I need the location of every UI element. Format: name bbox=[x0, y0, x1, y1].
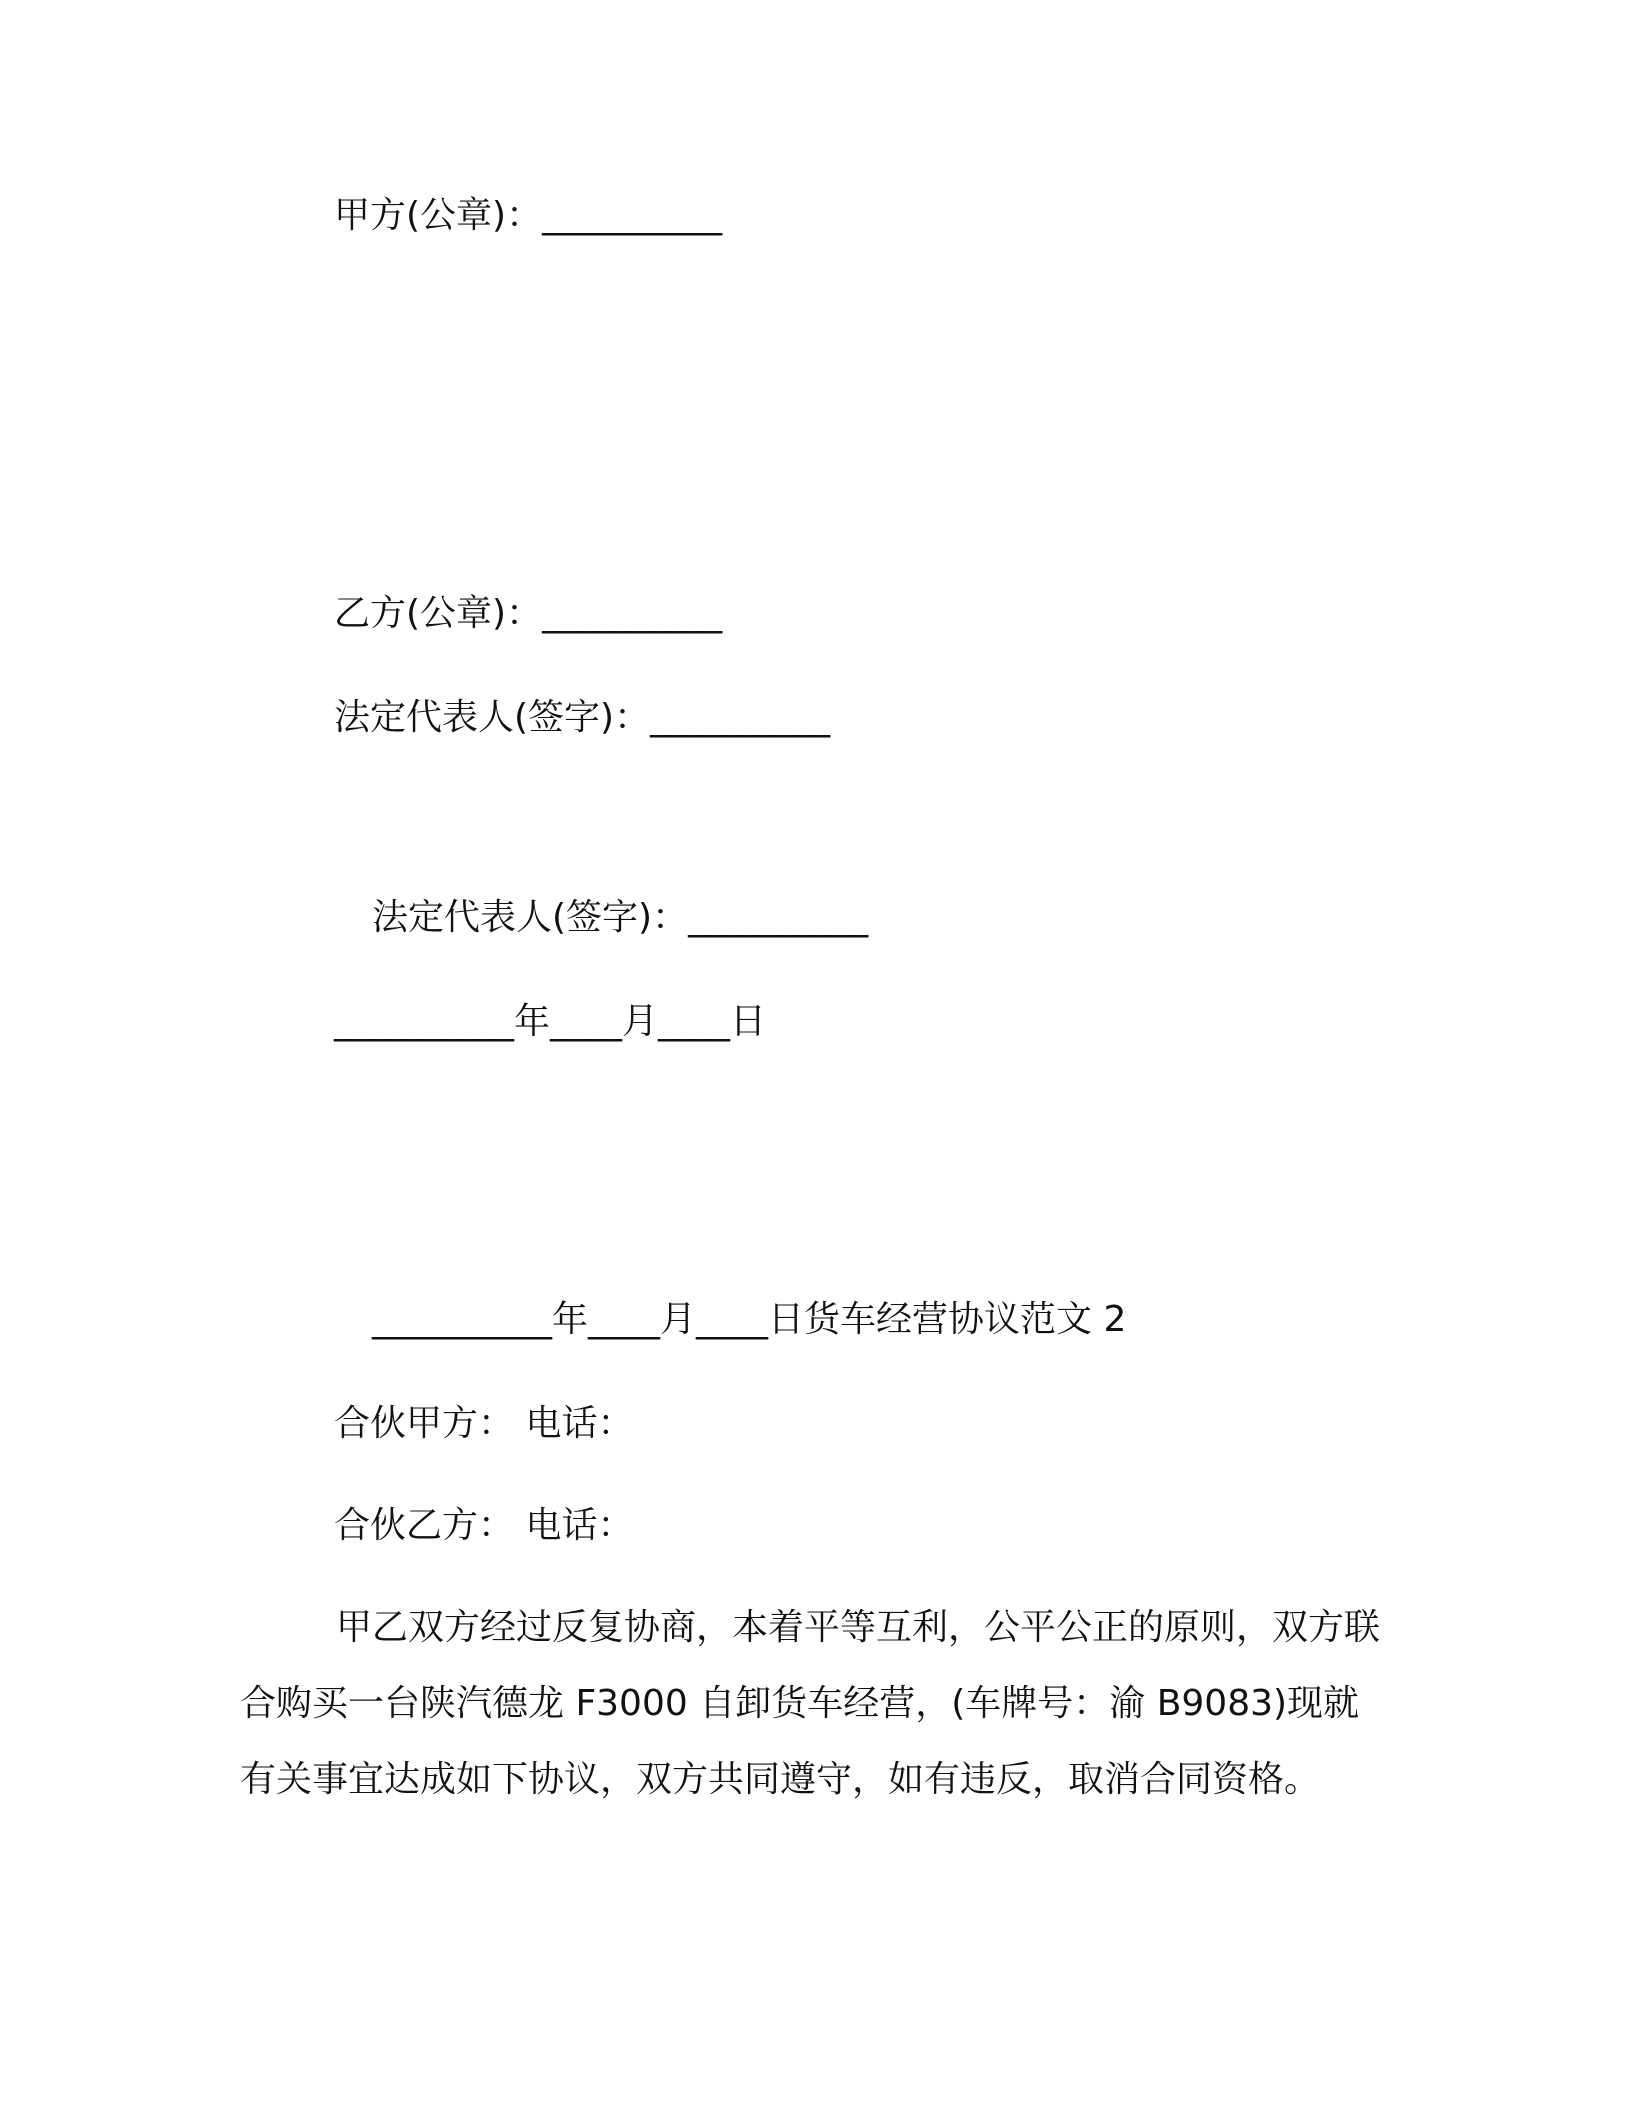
agreement-paragraph: 甲乙双方经过反复协商，本着平等互利，公平公正的原则，双方联合购买一台陕汽德龙 F3000 自卸货车经营，(车牌号：渝 B9083)现就有关事宜达成如下协议，双方共同遵守，如有违反，取消合同资格。 bbox=[240, 1607, 1381, 1800]
date-line: __________年____月____日 bbox=[334, 1001, 766, 1042]
legal-representative-signature-line: 法定代表人(签字)：__________ bbox=[334, 697, 831, 738]
partner-a-line: 合伙甲方： 电话： bbox=[334, 1403, 634, 1444]
party-a-seal-line: 甲方(公章)：__________ bbox=[334, 195, 723, 236]
partner-b-line: 合伙乙方： 电话： bbox=[334, 1505, 634, 1546]
legal-representative-signature-line-2: 法定代表人(签字)：__________ bbox=[372, 897, 869, 938]
party-b-seal-line: 乙方(公章)：__________ bbox=[334, 593, 723, 634]
section-title: __________年____月____日货车经营协议范文 2 bbox=[372, 1299, 1127, 1340]
